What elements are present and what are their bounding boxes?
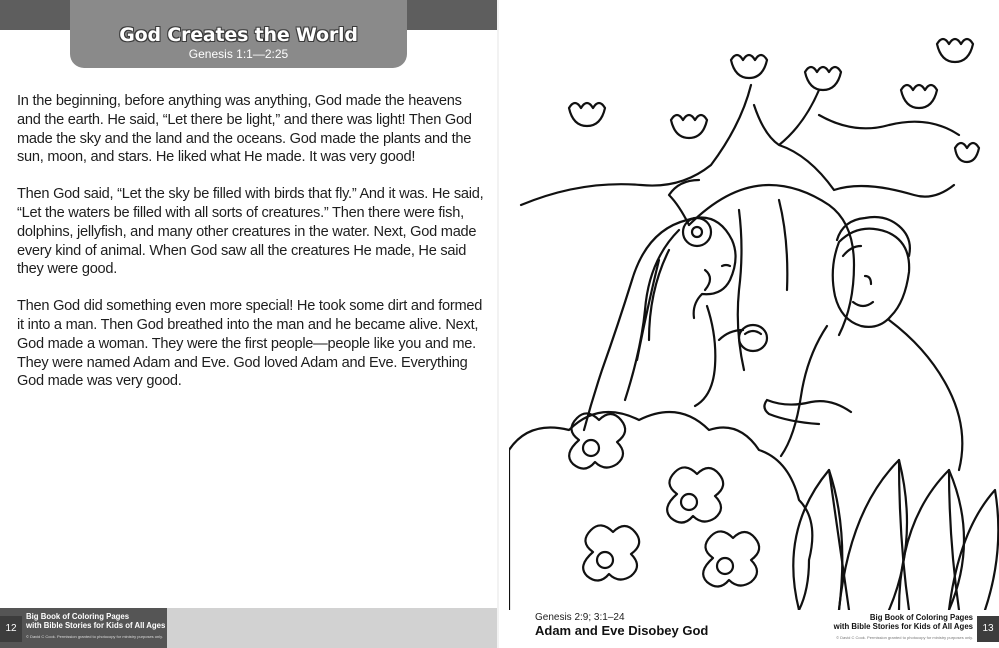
story-paragraph: Then God did something even more special! He took some dirt and formed it into a man. Then God breathed into the man and he became alive. Next, God made a woman. They were the first people—people like you and me. They were named Adam and Eve. God loved Adam and Eve. Everything God made was very good.: [17, 298, 483, 390]
book-title-line: with Bible Stories for Kids of All Ages: [833, 622, 973, 631]
page-title: God Creates the World: [119, 24, 358, 46]
book-title: [26, 612, 166, 630]
eve-figure: [584, 218, 767, 431]
scripture-reference: Genesis 2:9; 3:1–24: [535, 612, 625, 623]
book-title: [803, 613, 973, 631]
flower-icon: [703, 531, 759, 586]
title-tab: [70, 0, 407, 68]
copyright-notice: © David C Cook. Permission granted to photocopy for ministry purposes only.: [836, 635, 973, 640]
book-title-line: with Bible Stories for Kids of All Ages: [26, 621, 166, 630]
book-title-line: Big Book of Coloring Pages: [26, 612, 130, 621]
book-title-line: Big Book of Coloring Pages: [869, 613, 973, 622]
story-text: [17, 92, 487, 409]
story-paragraph: Then God said, “Let the sky be filled with birds that fly.” And it was. He said, “Let the waters be filled with all sorts of creatures.” Then there were fish, dolphins, jellyfish, and many other creatures in the water. Next, God made every kind of animal. When God saw all the creatures He made, He said they were good.: [17, 186, 484, 278]
flower-icon: [583, 525, 639, 580]
page-number: 13: [977, 616, 999, 642]
scripture-reference: Genesis 1:1—2:25: [188, 47, 289, 61]
page-number: 12: [0, 616, 22, 642]
story-title: Adam and Eve Disobey God: [535, 623, 709, 638]
copyright-notice: © David C Cook. Permission granted to photocopy for ministry purposes only.: [26, 634, 163, 639]
foreground-leaves: [793, 460, 998, 610]
flower-icon: [667, 467, 723, 522]
coloring-illustration: [509, 20, 999, 610]
tree-trunk: [521, 85, 959, 370]
story-paragraph: In the beginning, before anything was anything, God made the heavens and the earth. He said, “Let there be light,” and there was light! Then God made the sky and the land and the oceans. God made the plants and the sun, moon, and stars. He liked what He made. It was very good!: [17, 93, 472, 166]
right-page: [499, 0, 999, 648]
left-page: [0, 0, 499, 648]
flower-bush: [509, 412, 812, 610]
adam-figure: [764, 217, 962, 470]
tree-leaves: [569, 39, 979, 162]
